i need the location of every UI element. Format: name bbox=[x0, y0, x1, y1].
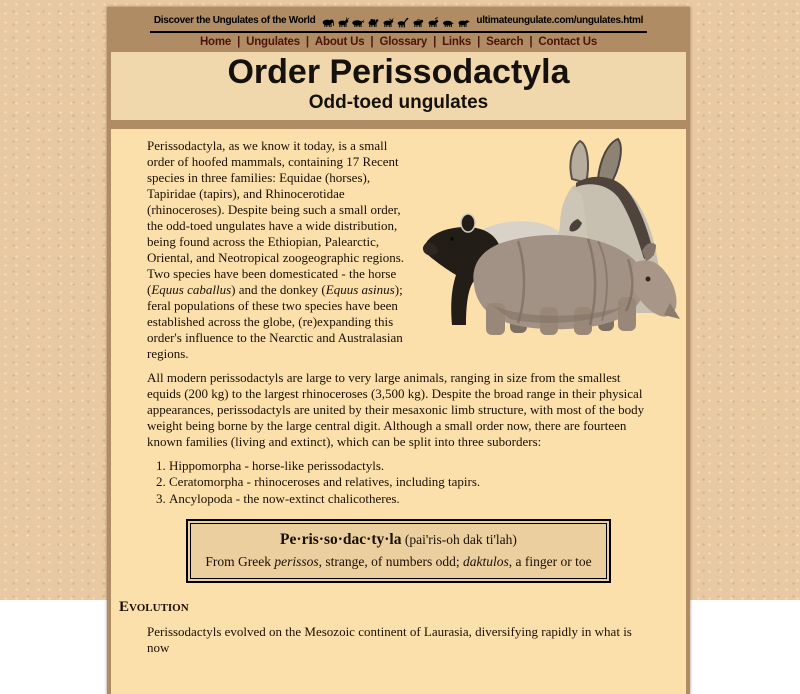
pronunciation-box bbox=[186, 519, 610, 583]
text-run: Equus caballus bbox=[151, 281, 232, 297]
suborder-item: 2. Ceratomorpha - rhinoceroses and relatives, including tapirs. bbox=[169, 474, 650, 491]
elephant-icon bbox=[321, 17, 335, 28]
text-run: , strange, of numbers odd; bbox=[318, 553, 463, 569]
text-run: ); feral populations of these two species have been established across the globe, (re)expanding this order's influence to the Nearctic and Australasian regions. bbox=[147, 281, 403, 361]
banner-row bbox=[107, 7, 690, 33]
content-area bbox=[111, 129, 686, 694]
page-header bbox=[111, 52, 686, 120]
site-banner-link[interactable] bbox=[150, 16, 647, 33]
evolution-paragraph: Perissodactyls evolved on the Mesozoic continent of Laurasia, diversifying rapidly in what is now bbox=[147, 624, 632, 656]
text-run: From Greek bbox=[205, 553, 275, 569]
page-title: Order Perissodactyla bbox=[227, 53, 570, 91]
boar-icon bbox=[441, 17, 455, 28]
text-run: Pe·ris·so·dac·ty·la bbox=[280, 531, 402, 549]
main-nav bbox=[107, 33, 690, 52]
indian-rhinoceros-illustration bbox=[473, 235, 680, 335]
pronunciation-etymology bbox=[205, 552, 591, 572]
deer-icon bbox=[426, 17, 440, 28]
nav-separator: | bbox=[430, 36, 440, 48]
perissodactyl-figure-svg bbox=[422, 135, 680, 337]
wildebeest-icon bbox=[381, 17, 395, 28]
banner-url-text: ultimateungulate.com/ungulates.html bbox=[476, 15, 644, 26]
banner-text: Discover the Ungulates of the World bbox=[153, 15, 316, 26]
camel-icon bbox=[366, 17, 380, 28]
animal-silhouette-strip bbox=[321, 17, 471, 28]
text-run: Perissodactyla, as we know it today, is a small order of hoofed mammals, containing 17 Recent species in three families: Equidae (horses), Tapiridae (tapirs), and Rhinocerotidae (rhinoceroses). Despite being such a small order, the odd-toed ungulates have a wide distribution, being found across the Ethiopian, Palearctic, Oriental, and Neotropical zoogeographic regions. Two species have been domesticated - the horse ( bbox=[147, 137, 405, 297]
perissodactyl-composite-image bbox=[422, 135, 680, 337]
nav-separator: | bbox=[367, 36, 377, 48]
size-paragraph: All modern perissodactyls are large to very large animals, ranging in size from the smallest equids (200 kg) to the largest rhinoceroses (3,500 kg). Despite the broad range in their physical appearances, perissodactyls are united by their mesaxonic limb structure, with most of the body weight being borne by the large central digit. Although a small order now, there are fourteen known families (living and extinct), which can be split into three suborders: bbox=[147, 369, 645, 449]
pronunciation-name bbox=[205, 529, 591, 551]
pronunciation-box-inner bbox=[190, 523, 606, 579]
rhino-icon bbox=[351, 17, 365, 28]
suborder-item: 3. Ancylopoda - the now-extinct chalicotheres. bbox=[169, 491, 650, 508]
tapir-icon bbox=[456, 17, 470, 28]
text-run: (pai'ris-oh dak ti'lah) bbox=[401, 532, 517, 548]
nav-link-contact-us[interactable]: Contact Us bbox=[538, 36, 598, 48]
suborder-item: 1. Hippomorpha - horse-like perissodactyls. bbox=[169, 458, 650, 475]
nav-separator: | bbox=[526, 36, 536, 48]
page-subtitle: Odd-toed ungulates bbox=[308, 91, 489, 113]
antelope-icon bbox=[336, 17, 350, 28]
nav-link-ungulates[interactable]: Ungulates bbox=[246, 36, 300, 48]
nav-link-about-us[interactable]: About Us bbox=[314, 36, 365, 48]
nav-link-search[interactable]: Search bbox=[486, 36, 524, 48]
evolution-heading: Evolution bbox=[119, 599, 189, 616]
nav-separator: | bbox=[234, 36, 244, 48]
nav-separator: | bbox=[474, 36, 484, 48]
nav-link-home[interactable]: Home bbox=[199, 36, 232, 48]
text-run: Equus asinus bbox=[325, 281, 395, 297]
nav-link-links[interactable]: Links bbox=[442, 36, 472, 48]
suborder-list bbox=[147, 458, 650, 508]
text-run: ) and the donkey ( bbox=[231, 281, 326, 297]
nav-link-glossary[interactable]: Glossary bbox=[379, 36, 428, 48]
text-run: perissos bbox=[274, 553, 319, 569]
site-column bbox=[107, 7, 690, 694]
nav-separator: | bbox=[302, 36, 312, 48]
giraffe-icon bbox=[396, 17, 410, 28]
text-run: daktulos bbox=[463, 553, 509, 569]
zebra-icon bbox=[411, 17, 425, 28]
text-run: , a finger or toe bbox=[508, 553, 592, 569]
